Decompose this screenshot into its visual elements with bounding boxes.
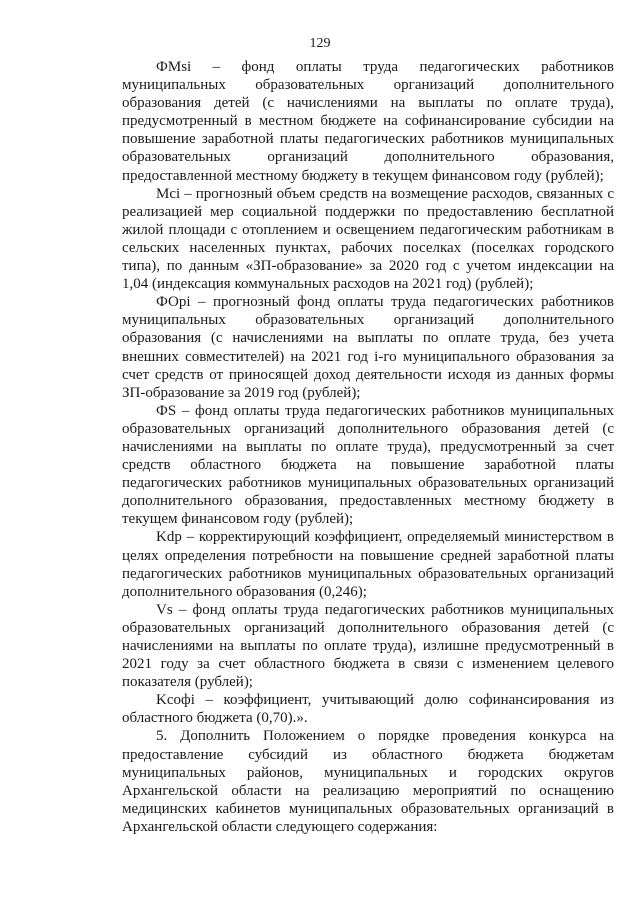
paragraph-fs-definition: ФS – фонд оплаты труда педагогических работников муниципальных образовательных организаций дополнительного образования детей (с начислениями на выплаты по оплате труда), предусмотренный за счет средств областного бюджета на повышение заработной платы педагогических работников муниципальных образовательных организаций дополнительного образования, предоставленных местному бюджету в текущем финансовом году (рублей); — [122, 402, 614, 528]
page-number: 129 — [309, 36, 331, 51]
paragraph-kdp-definition: Kdp – корректирующий коэффициент, определяемый министерством в целях определения потребности на повышение средней заработной платы педагогических работников муниципальных образовательных организаций дополнительного образования (0,246); — [122, 529, 614, 600]
document-body — [122, 58, 614, 836]
paragraph-ksof-definition: Kсофi – коэффициент, учитывающий долю софинансирования из областного бюджета (0,70).». — [122, 692, 614, 727]
paragraph-mci-definition: Mci – прогнозный объем средств на возмещение расходов, связанных с реализацией мер социальной поддержки по предоставлению бесплатной жилой площади с отоплением и освещением педагогическим работникам в сельских населенных пунктах, рабочих поселках (поселках городского типа), по данным «ЗП-образование» за 2020 год с учетом индексации на 1,04 (индексация коммунальных расходов на 2021 год) (рублей); — [122, 185, 614, 293]
paragraph-fori-definition: ФОрi – прогнозный фонд оплаты труда педагогических работников муниципальных образовательных организаций дополнительного образования (с начислениями на выплаты по оплате труда, без учета внешних совместителей) на 2021 год i-го муниципального образования за счет средств от приносящей доход деятельности исходя из данных формы ЗП-образование за 2019 год (рублей); — [122, 294, 614, 401]
paragraph-fmsi-definition: ФMsi – фонд оплаты труда педагогических работников муниципальных образовательных организаций дополнительного образования детей (с начислениями на выплаты по оплате труда), предусмотренный в местном бюджете на софинансирование субсидии на повышение заработной платы педагогических работников муниципальных образовательных организаций дополнительного образования, предоставленной местному бюджету в текущем финансовом году (рублей); — [122, 59, 614, 184]
paragraph-item-5: 5. Дополнить Положением о порядке проведения конкурса на предоставление субсидий из областного бюджета бюджетам муниципальных районов, муниципальных и городских округов Архангельской области на реализацию мероприятий по оснащению медицинских кабинетов муниципальных образовательных организаций в Архангельской области следующего содержания: — [122, 728, 614, 835]
paragraph-vs-definition: Vs – фонд оплаты труда педагогических работников муниципальных образовательных организаций дополнительного образования детей (с начислениями на выплаты по оплате труда), излишне предусмотренный в 2021 году за счет областного бюджета в связи с изменением целевого показателя (рублей); — [122, 601, 614, 691]
